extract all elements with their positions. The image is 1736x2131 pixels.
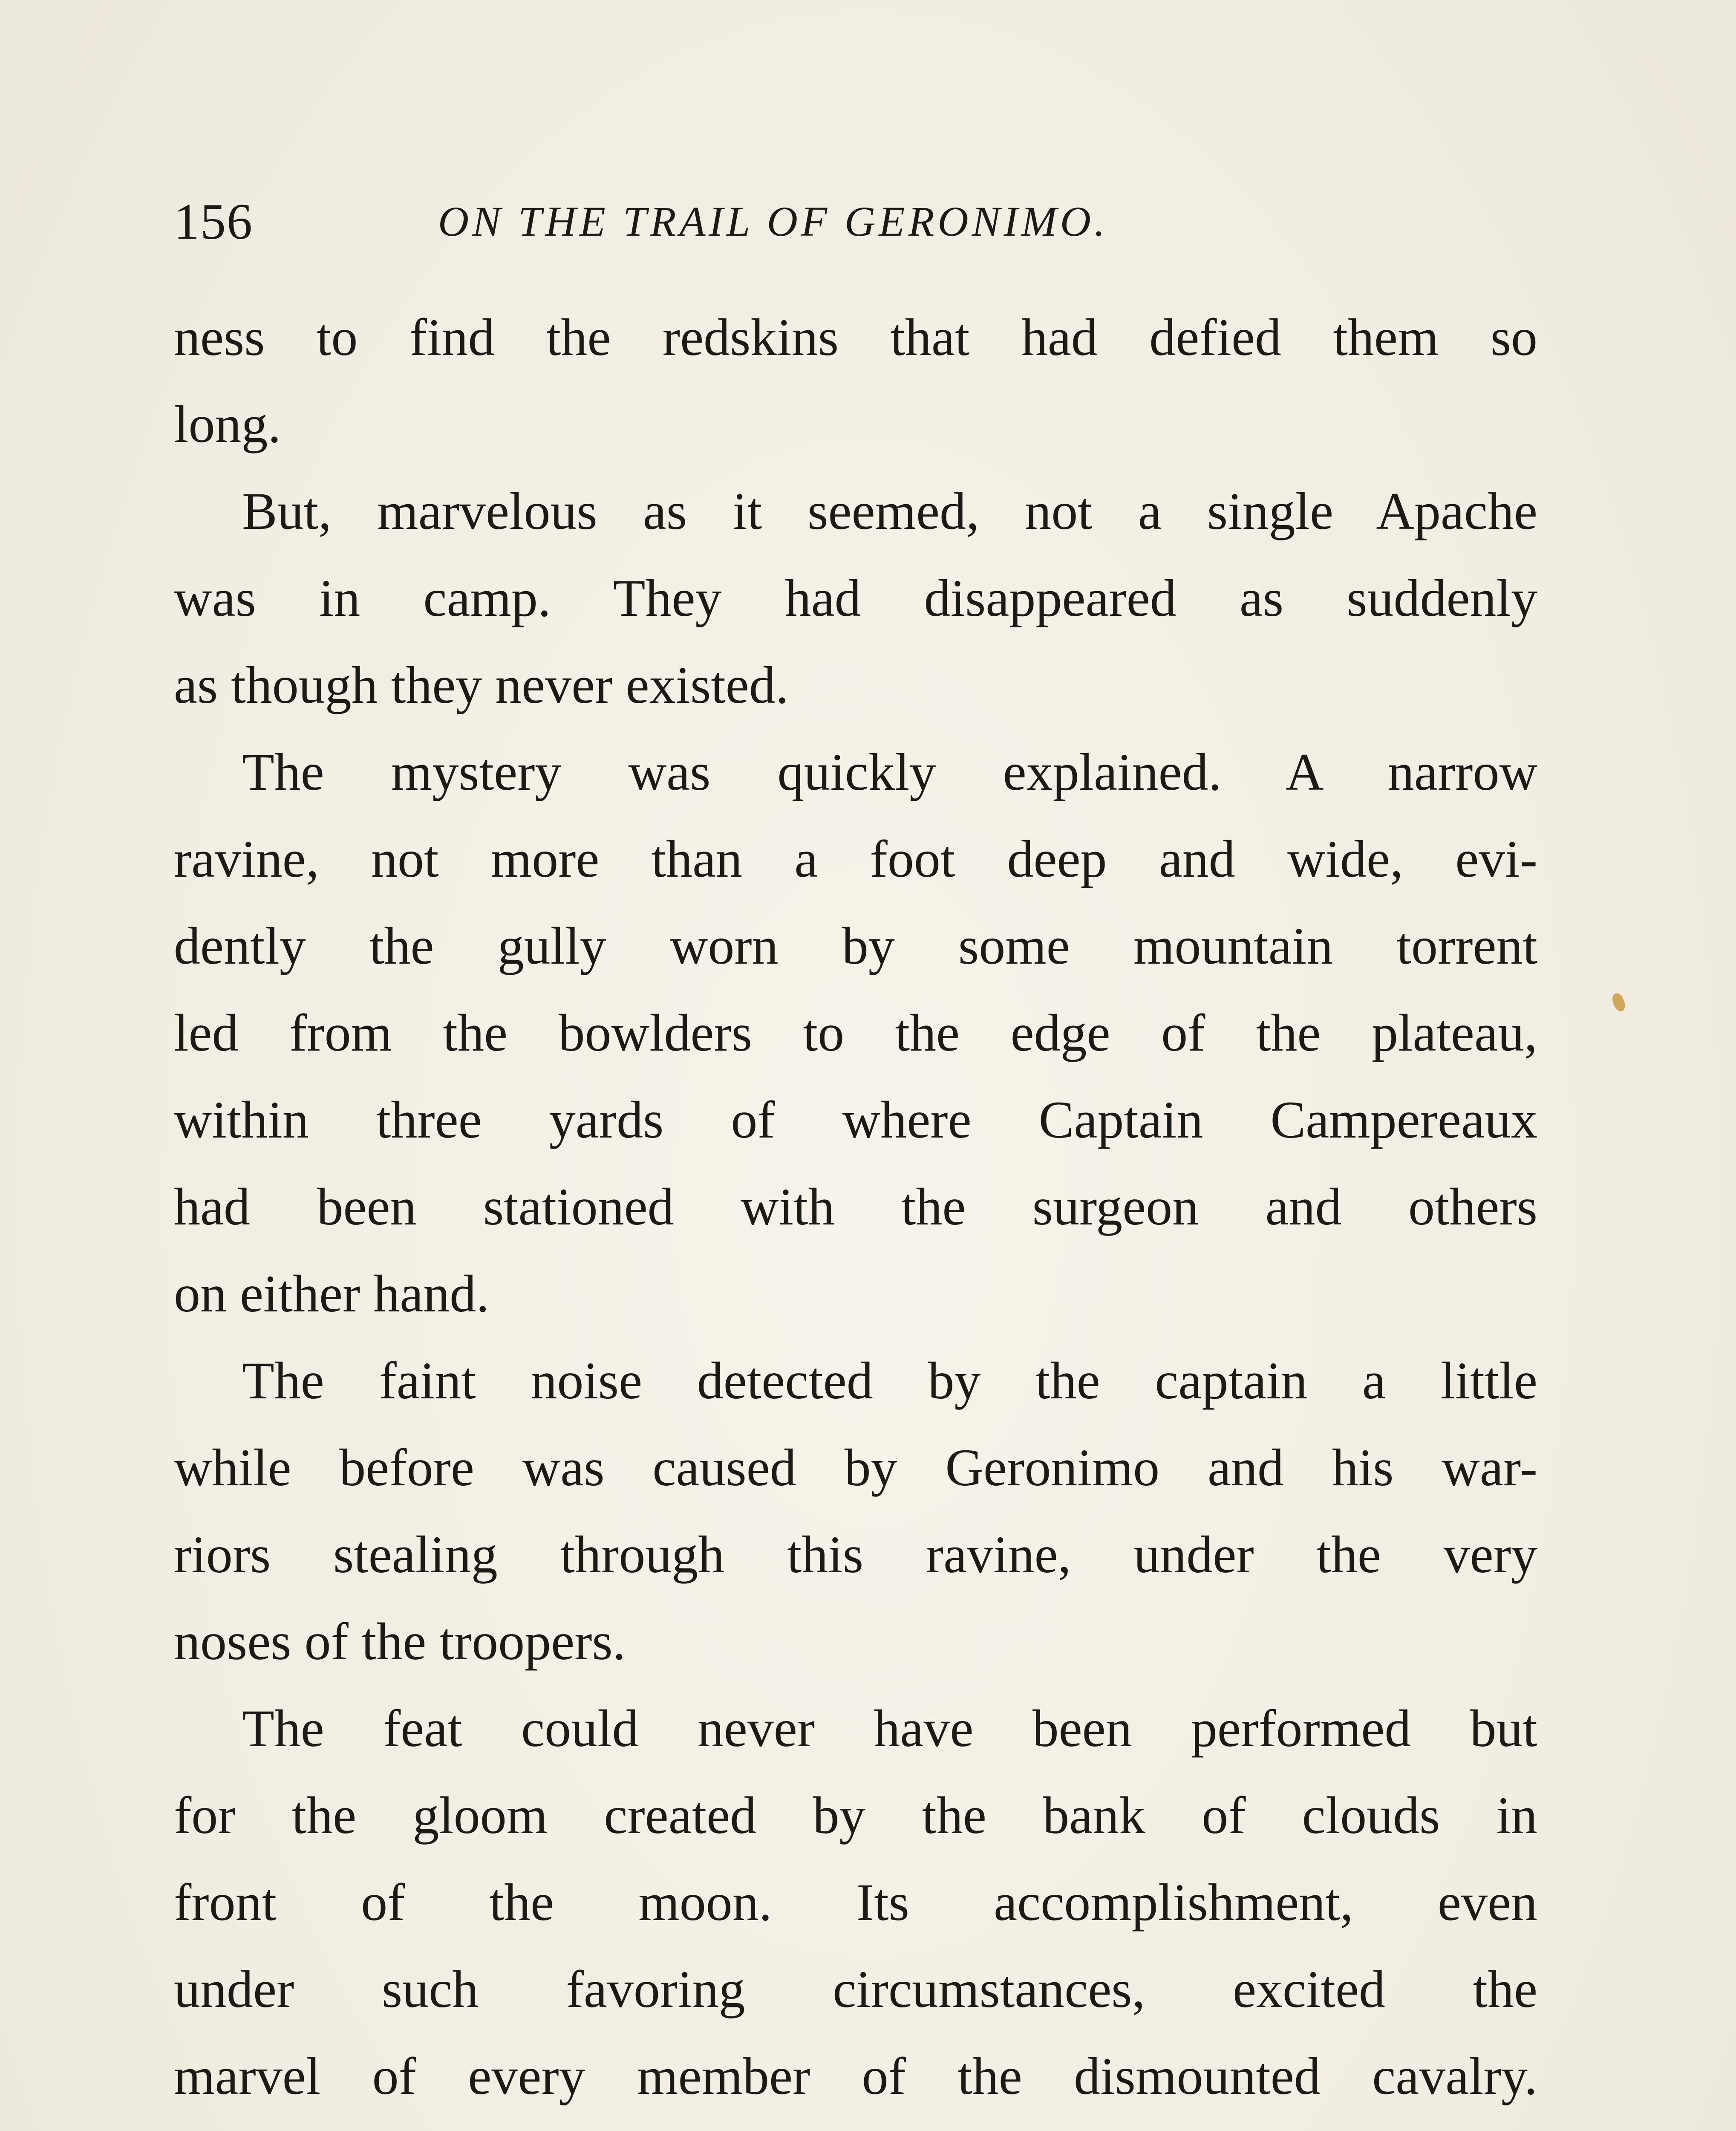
- text-line: for the gloom created by the bank of clouds in: [174, 1786, 1537, 1845]
- text-line: The feat could never have been performed but: [242, 1699, 1537, 1758]
- text-line: was in camp. They had disappeared as suddenly: [174, 569, 1537, 627]
- paper-stain: [1610, 992, 1628, 1014]
- text-line: ravine, not more than a foot deep and wide, evi-: [174, 830, 1537, 888]
- text-line: But, marvelous as it seemed, not a single Apache: [242, 482, 1537, 540]
- text-line: The mystery was quickly explained. A narrow: [242, 743, 1537, 801]
- text-line: had been stationed with the surgeon and others: [174, 1178, 1537, 1236]
- text-line: front of the moon. Its accomplishment, even: [174, 1873, 1537, 1932]
- text-line: The faint noise detected by the captain a little: [242, 1351, 1537, 1410]
- page-number: 156: [174, 193, 253, 250]
- text-line: long.: [174, 395, 281, 453]
- text-line: under such favoring circumstances, excited the: [174, 1960, 1537, 2018]
- text-line: [174, 2120, 1537, 2131]
- text-line: while before was caused by Geronimo and his war-: [174, 1438, 1537, 1497]
- text-line: within three yards of where Captain Campereaux: [174, 1091, 1537, 1149]
- text-line: on either hand.: [174, 1265, 490, 1323]
- page-header: [174, 183, 1537, 260]
- text-line: ness to find the redskins that had defied them so: [174, 308, 1537, 367]
- text-line: dently the gully worn by some mountain torrent: [174, 917, 1537, 975]
- text-line: riors stealing through this ravine, under the very: [174, 1525, 1537, 1584]
- text-line: marvel of every member of the dismounted cavalry.: [174, 2047, 1537, 2105]
- text-line: noses of the troopers.: [174, 1612, 626, 1671]
- running-title: ON THE TRAIL OF GERONIMO.: [438, 198, 1109, 245]
- text-line: led from the bowlders to the edge of the plateau,: [174, 1004, 1537, 1062]
- body-text: [174, 294, 1537, 2131]
- text-line: as though they never existed.: [174, 656, 789, 714]
